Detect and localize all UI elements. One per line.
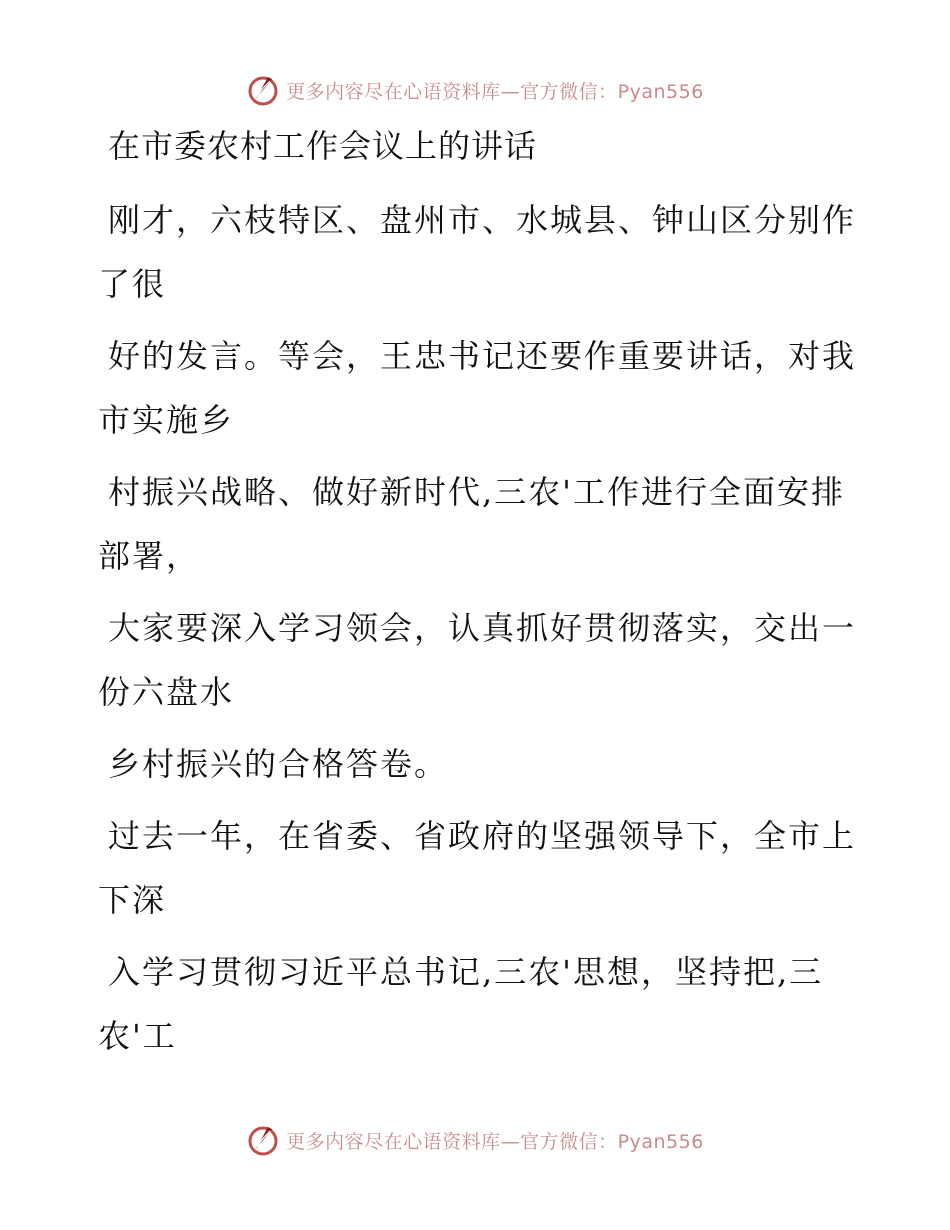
paragraph: 村振兴战略、做好新时代,三农'工作进行全面安排部署，	[98, 473, 845, 575]
footer-watermark	[0, 1120, 950, 1160]
document-body	[98, 122, 858, 1076]
document-title: 在市委农村工作会议上的讲话	[108, 127, 538, 165]
watermark-handle: Pyan556	[617, 1130, 704, 1153]
header-watermark	[0, 70, 950, 110]
watermark-text	[286, 77, 704, 104]
paragraph: 刚才，六枝特区、盘州市、水城县、钟山区分别作了很	[98, 201, 857, 303]
watermark-handle: Pyan556	[617, 80, 704, 103]
watermark-text	[286, 1127, 704, 1154]
watermark-caption: 更多内容尽在心语资料库—官方微信：	[286, 80, 618, 103]
paragraph: 好的发言。等会，王忠书记还要作重要讲话，对我市实施乡	[98, 337, 857, 439]
paragraph: 入学习贯彻习近平总书记,三农'思想，坚持把,三农'工	[98, 953, 824, 1055]
quill-logo-icon	[246, 73, 280, 107]
paragraph: 大家要深入学习领会，认真抓好贯彻落实，交出一份六盘水	[98, 609, 857, 711]
quill-logo-icon	[246, 1123, 280, 1157]
paragraph: 过去一年，在省委、省政府的坚强领导下，全市上下深	[98, 817, 857, 919]
paragraph: 乡村振兴的合格答卷。	[108, 745, 449, 783]
watermark-caption: 更多内容尽在心语资料库—官方微信：	[286, 1130, 618, 1153]
